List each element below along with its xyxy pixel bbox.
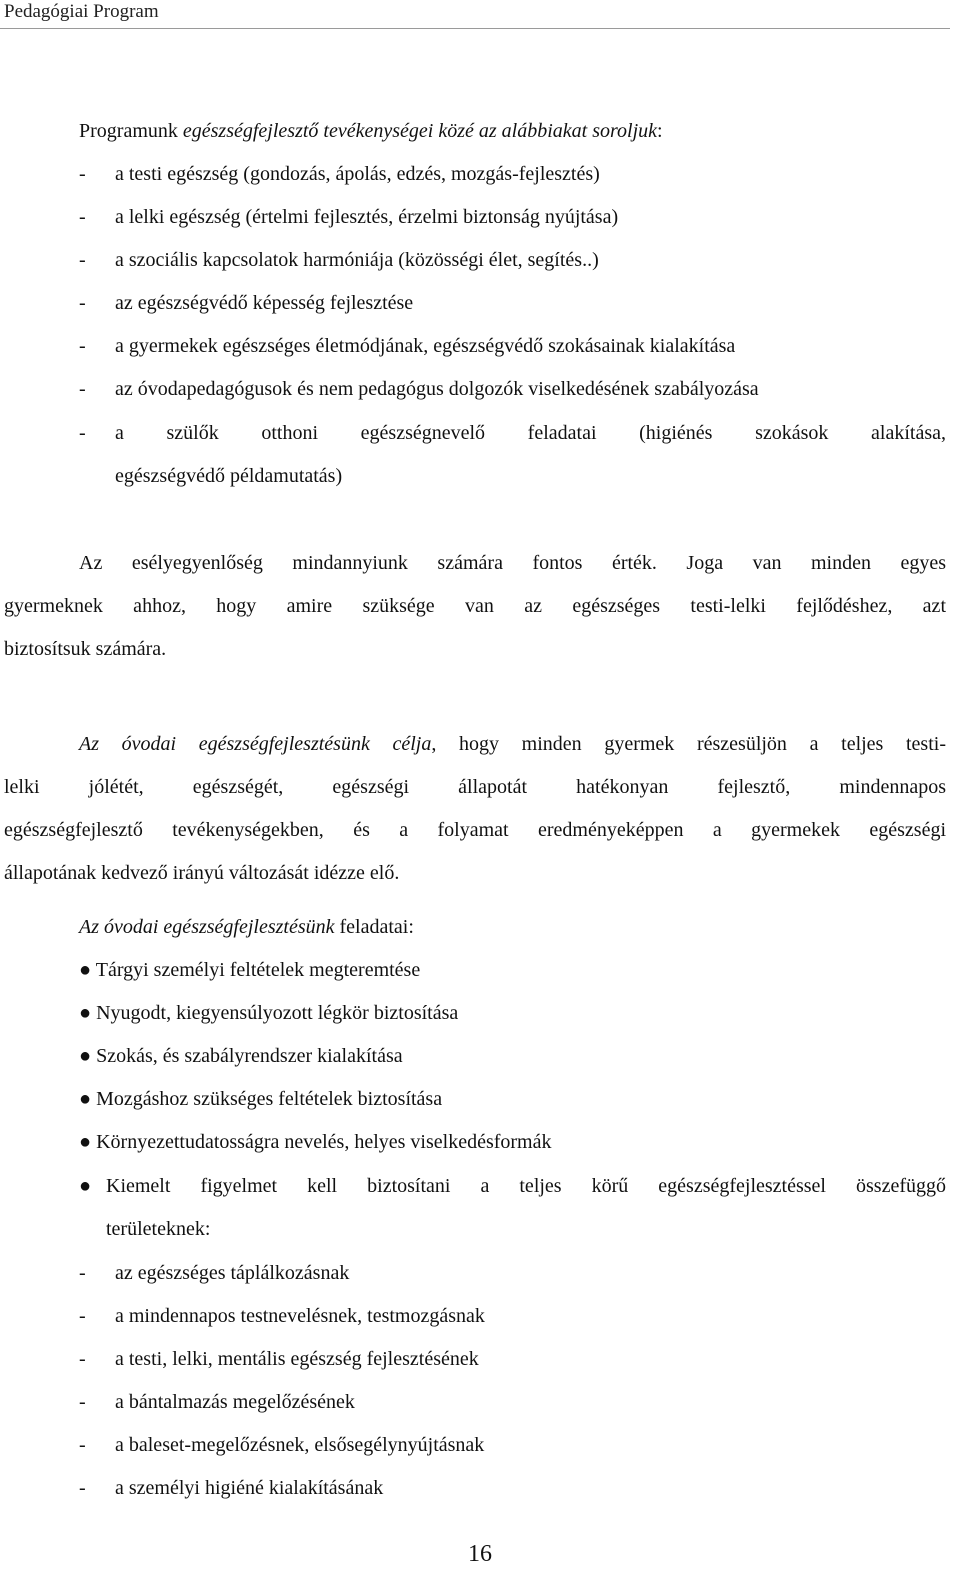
goal-line1-rest: , hogy minden gyermek részesüljön a teljes testi- [431,733,946,755]
dash-marker: - [79,292,86,314]
bullet-icon: ● [79,1131,92,1153]
tasks-italic: Az óvodai egészségfejlesztésünk [79,916,335,938]
page-number: 16 [468,1541,492,1567]
activity-item: a lelki egészség (értelmi fejlesztés, érzelmi biztonság nyújtása) [115,206,619,228]
task-bullet-text: Nyugodt, kiegyensúlyozott légkör biztosítása [96,1002,459,1024]
intro-italic: egészségfejlesztő tevékenységei közé az alábbiakat soroljuk [182,120,658,142]
area-item: a mindennapos testnevelésnek, testmozgásnak [115,1305,485,1327]
task-bullet [79,957,420,983]
bullet-icon: ● [79,1002,92,1024]
area-item: a bántalmazás megelőzésének [115,1391,355,1413]
tasks-rest: feladatai: [334,916,414,938]
dash-marker: - [79,1434,86,1456]
activity-item: az óvodapedagógusok és nem pedagógus dolgozók viselkedésének szabályozása [115,378,759,400]
dash-marker: - [79,378,86,400]
activity-item: a szociális kapcsolatok harmóniája (közösségi élet, segítés..) [115,249,599,271]
dash-marker: - [79,422,86,444]
area-item: a személyi higiéné kialakításának [115,1477,384,1499]
task-bullet-text: Környezettudatosságra nevelés, helyes viselkedésformák [96,1131,552,1153]
bullet-icon: ● [79,1088,92,1110]
task-bullet [79,1129,551,1155]
goal-line: egészségfejlesztő tevékenységekben, és a folyamat eredményeképpen a gyermekek egészségi [4,819,946,841]
intro-prefix: Programunk [79,120,183,142]
dash-marker: - [79,1477,86,1499]
activity-item: az egészségvédő képesség fejlesztése [115,292,414,314]
goal-line [79,731,946,757]
dash-marker: - [79,1348,86,1370]
task-bullet [79,1000,458,1026]
dash-marker: - [79,249,86,271]
dash-marker: - [79,163,86,185]
task-bullet [79,1086,442,1112]
activity-item-continuation: egészségvédő példamutatás) [115,465,343,487]
dash-marker: - [79,206,86,228]
task-bullet-continuation: területeknek: [106,1218,211,1240]
task-bullet [79,1043,403,1069]
task-bullet [79,1173,91,1199]
intro-suffix: : [657,120,663,142]
equality-line: biztosítsuk számára. [4,638,167,660]
area-item: a testi, lelki, mentális egészség fejlesztésének [115,1348,479,1370]
equality-line: gyermeknek ahhoz, hogy amire szüksége van az egészséges testi-lelki fejlődéshez, azt [4,595,946,617]
goal-line: lelki jólétét, egészségét, egészségi állapotát hatékonyan fejlesztő, mindennapos [4,776,946,798]
task-bullet-text: Kiemelt figyelmet kell biztosítani a teljes körű egészségfejlesztéssel összefüggő [106,1175,946,1197]
area-item: a baleset-megelőzésnek, elsősegélynyújtásnak [115,1434,485,1456]
activity-item: a szülők otthoni egészségnevelő feladatai (higiénés szokások alakítása, [115,422,946,444]
goal-italic: Az óvodai egészségfejlesztésünk célja [79,733,432,755]
header-title: Pedagógiai Program [4,1,159,22]
dash-marker: - [79,1262,86,1284]
tasks-heading [79,914,414,940]
task-bullet-text: Mozgáshoz szükséges feltételek biztosítása [96,1088,443,1110]
equality-line: Az esélyegyenlőség mindannyiunk számára fontos érték. Joga van minden egyes [79,552,946,574]
goal-line: állapotának kedvező irányú változását idézze elő. [4,862,400,884]
dash-marker: - [79,1391,86,1413]
activity-item: a testi egészség (gondozás, ápolás, edzés, mozgás-fejlesztés) [115,163,600,185]
bullet-icon: ● [79,959,92,981]
dash-marker: - [79,335,86,357]
dash-marker: - [79,1305,86,1327]
task-bullet-text: Szokás, és szabályrendszer kialakítása [96,1045,403,1067]
area-item: az egészséges táplálkozásnak [115,1262,350,1284]
activity-item: a gyermekek egészséges életmódjának, egészségvédő szokásainak kialakítása [115,335,736,357]
page-header [0,0,950,29]
bullet-icon: ● [79,1045,92,1067]
task-bullet-text: Tárgyi személyi feltételek megteremtése [95,959,421,981]
intro-paragraph [79,118,663,144]
bullet-icon: ● [79,1175,92,1197]
